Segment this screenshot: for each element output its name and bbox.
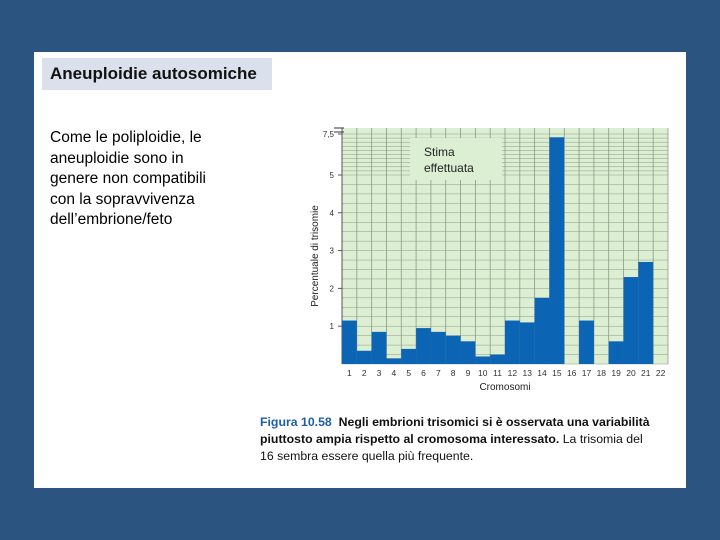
bar — [505, 321, 520, 364]
y-tick-label: 5 — [329, 171, 334, 180]
bar — [372, 332, 387, 364]
slide — [34, 52, 686, 488]
bar — [490, 355, 505, 364]
x-tick-label: 22 — [655, 368, 666, 378]
x-tick-label: 21 — [641, 368, 651, 378]
slide-title: Aneuploidie autosomiche — [42, 58, 272, 90]
x-tick-label: 8 — [450, 368, 456, 378]
x-tick-label: 12 — [507, 368, 518, 378]
body-line: Come le poliploidie, le — [50, 129, 202, 146]
x-tick-label: 14 — [537, 368, 547, 378]
x-tick-label: 1 — [347, 368, 352, 378]
y-axis-label: Percentuale di trisomie — [310, 205, 321, 307]
x-tick-label: 6 — [421, 368, 426, 378]
bar — [386, 358, 401, 364]
bar — [461, 341, 476, 364]
x-tick-label: 19 — [611, 368, 621, 378]
x-tick-label: 16 — [566, 368, 577, 378]
x-axis-label: Cromosomi — [479, 382, 531, 393]
bar — [475, 356, 490, 364]
body-line: con la sopravvivenza — [50, 190, 195, 208]
body-text — [50, 128, 240, 231]
bar — [520, 322, 535, 364]
annotation-text: effettuata — [424, 161, 474, 175]
figure-caption — [260, 414, 652, 465]
figure-label: Figura 10.58 — [260, 415, 332, 429]
bar — [446, 336, 461, 364]
x-tick-label: 13 — [522, 368, 532, 378]
bar — [579, 321, 594, 364]
bar — [535, 298, 550, 364]
x-tick-label: 7 — [435, 368, 441, 378]
y-tick-label: 7,5 — [322, 130, 334, 139]
bar — [624, 277, 639, 364]
x-tick-label: 11 — [493, 368, 503, 378]
annotation-text: Stima — [424, 145, 455, 159]
caption-normal-text: La trisomia del 16 sembra essere quella più frequente. — [260, 432, 643, 463]
body-line: aneuploidie sono in — [50, 149, 184, 167]
y-tick-label: 1 — [329, 322, 334, 332]
y-tick-label: 4 — [329, 208, 334, 218]
x-tick-label: 2 — [361, 368, 367, 378]
bar — [401, 349, 416, 364]
caption-bold-text: Negli embrioni trisomici si è osservata una variabilità piuttosto ampia rispetto al cromosoma interessato. — [260, 415, 650, 446]
x-tick-label: 5 — [406, 368, 412, 378]
body-line: dell’embrione/feto — [50, 211, 173, 228]
x-tick-label: 17 — [581, 368, 592, 378]
y-tick-label: 3 — [329, 246, 334, 256]
bar — [638, 262, 653, 364]
bar — [549, 137, 564, 364]
bar — [342, 321, 357, 364]
x-tick-label: 4 — [391, 368, 397, 378]
trisomy-bar-chart — [264, 118, 674, 408]
bar — [431, 332, 446, 364]
body-line: genere non compatibili — [50, 170, 206, 187]
bar — [416, 328, 431, 364]
x-tick-label: 10 — [478, 368, 488, 378]
x-tick-label: 15 — [552, 368, 562, 378]
bar — [357, 351, 372, 364]
x-tick-label: 18 — [596, 368, 607, 378]
bar — [609, 341, 624, 364]
y-tick-label: 2 — [329, 284, 334, 294]
x-tick-label: 3 — [376, 368, 382, 378]
x-tick-label: 20 — [626, 368, 636, 378]
x-tick-label: 9 — [465, 368, 471, 378]
